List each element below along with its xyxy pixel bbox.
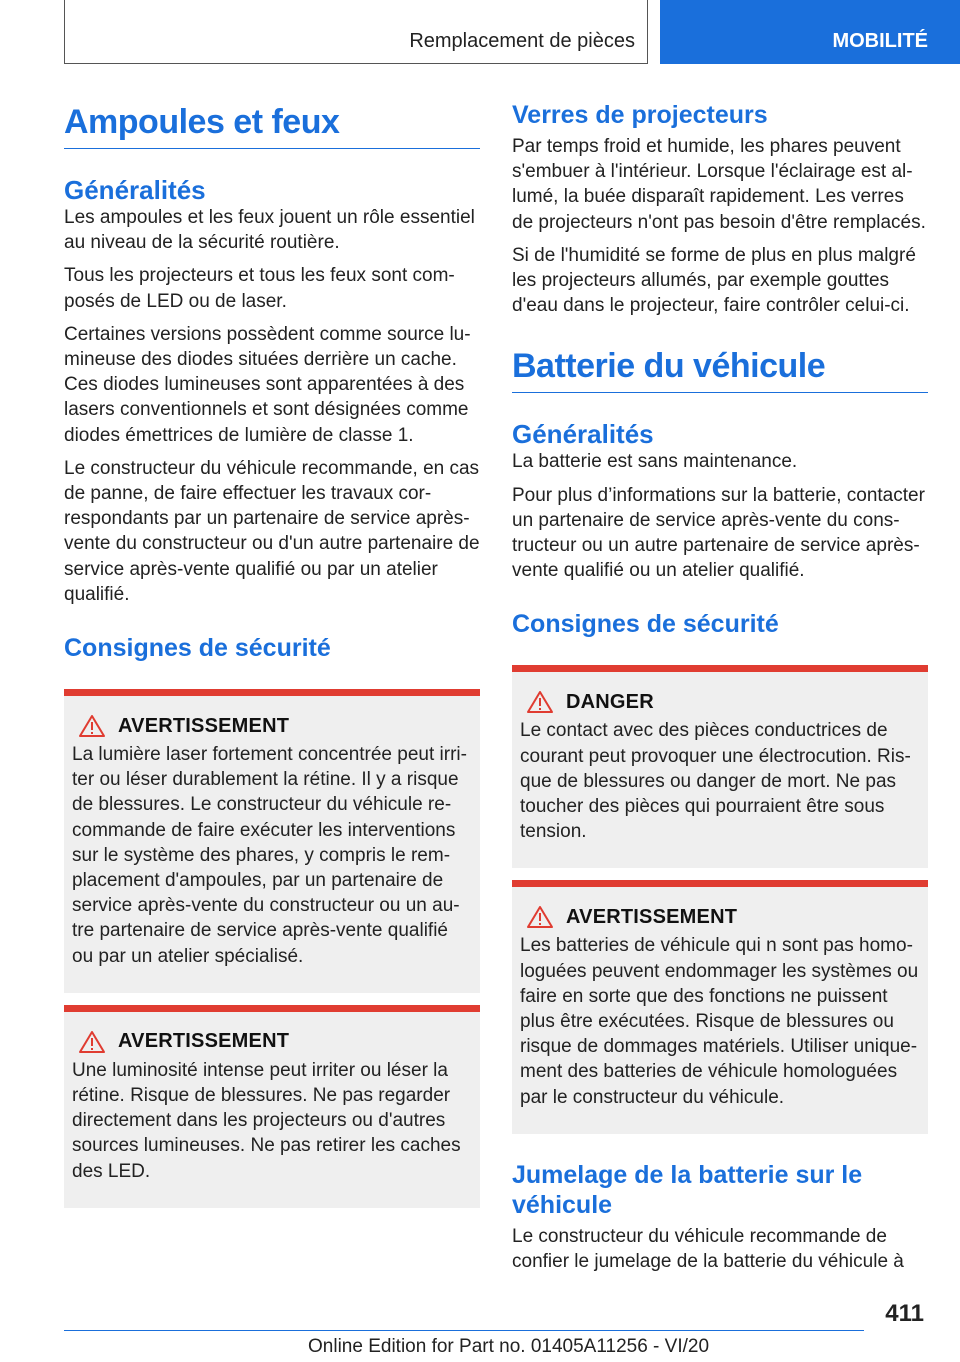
- footer-divider: [64, 1330, 864, 1331]
- subsection-title-jumelage: Jumelage de la batterie sur le véhicule: [512, 1160, 863, 1219]
- paragraph: Par temps froid et humide, les phares peuvent s'embuer à l'intérieur. Lorsque l'éclairage est allumé, la buée disparaît rapidement. Les verres de projecteurs n'ont pas besoin d'être remplacés.: [512, 136, 926, 233]
- warning-text: Les batteries de véhicule qui n sont pas homologuées peuvent endommager les systèmes ou faire en sorte que des fonctions ne puissent plus être exécutées. Risque de blessures ou risque de dommages matériels. Utiliser uniquement des batteries de véhicule homologuées par le constructeur du véhicule.: [520, 935, 919, 1108]
- warning-title: AVERTISSEMENT: [566, 905, 738, 928]
- paragraph: Le constructeur du véhicule recommande de confier le jumelage de la batterie du véhicule à: [512, 1225, 904, 1273]
- section-title-batterie: Batterie du véhicule: [512, 344, 928, 393]
- edition-footer: Online Edition for Part no. 01405A11256 - VI/20: [308, 1336, 710, 1357]
- paragraph: Le constructeur du véhicule recommande, en cas de panne, de faire effectuer les travaux correspondants par un partenaire de service après-vente du constructeur ou d'un autre partenaire de service après-vente qualifié ou par un atelier qualifié.: [64, 457, 480, 605]
- paragraph: Si de l'humidité se forme de plus en plus malgré les projecteurs allumés, par exemple gouttes d'eau dans le projecteur, faire contrôler celui-ci.: [512, 244, 916, 317]
- warning-box: [64, 1005, 480, 1208]
- paragraph: Tous les projecteurs et tous les feux sont composés de LED ou de laser.: [64, 265, 455, 312]
- header-section-tab: [64, 0, 648, 64]
- header-chapter-label: MOBILITÉ: [832, 30, 928, 52]
- subsection-title-generalites: Généralités: [512, 419, 654, 450]
- page-number: 411: [885, 1300, 924, 1327]
- subsection-title-verres: Verres de projecteurs: [512, 101, 768, 129]
- paragraph: Pour plus d’informations sur la batterie, contacter un partenaire de service après-vente du constructeur ou un autre partenaire de service après-vente qualifié ou un atelier qualifié.: [512, 484, 925, 582]
- danger-title: DANGER: [566, 690, 654, 713]
- warning-title: AVERTISSEMENT: [118, 714, 290, 737]
- danger-box: [512, 665, 928, 868]
- danger-text: Le contact avec des pièces conductrices de courant peut provoquer une électrocution. Risque de blessures ou danger de mort. Ne pas toucher des pièces qui pourraient être sous tension.: [520, 720, 911, 843]
- right-column: [512, 100, 928, 1274]
- header-section-label: Remplacement de pièces: [409, 30, 635, 52]
- warning-box: [512, 880, 928, 1133]
- warning-triangle-icon: [78, 1030, 106, 1054]
- warning-triangle-icon: [526, 905, 554, 929]
- left-column: [64, 100, 480, 1208]
- header-chapter-tab: [660, 0, 960, 64]
- warning-title: AVERTISSEMENT: [118, 1030, 290, 1053]
- warning-triangle-icon: [78, 714, 106, 738]
- section-title-ampoules: Ampoules et feux: [64, 100, 480, 149]
- paragraph: La batterie est sans maintenance.: [512, 451, 798, 473]
- subsection-title-generalites: Généralités: [64, 175, 206, 205]
- warning-text: Une luminosité intense peut irriter ou léser la rétine. Risque de blessures. Ne pas regarder directement dans les projecteurs ou d'autres sources lumineuses. Ne pas retirer les caches des LED.: [72, 1059, 461, 1182]
- paragraph: Les ampoules et les feux jouent un rôle essentiel au niveau de la sécurité routière.: [64, 207, 475, 254]
- paragraph: Certaines versions possèdent comme source lumineuse des diodes situées derrière un cache. Ces diodes lumineuses sont apparentées à des lasers conventionnels et sont désignées comme diodes émettrices de lumière de classe 1.: [64, 323, 471, 446]
- warning-box: [64, 689, 480, 993]
- subsection-title-consignes: Consignes de sécurité: [512, 610, 779, 639]
- subsection-title-consignes: Consignes de sécurité: [64, 634, 331, 663]
- warning-text: La lumière laser fortement concentrée peut irriter ou léser durablement la rétine. Il y a risque de blessures. Le constructeur du véhicule recommande de faire exécuter les interventions sur le système des phares, y compris le remplacement d'ampoules, par un partenaire de service après-vente du constructeur ou un autre partenaire de service après-vente qualifié ou par un atelier spécialisé.: [72, 744, 467, 967]
- warning-triangle-icon: [526, 690, 554, 714]
